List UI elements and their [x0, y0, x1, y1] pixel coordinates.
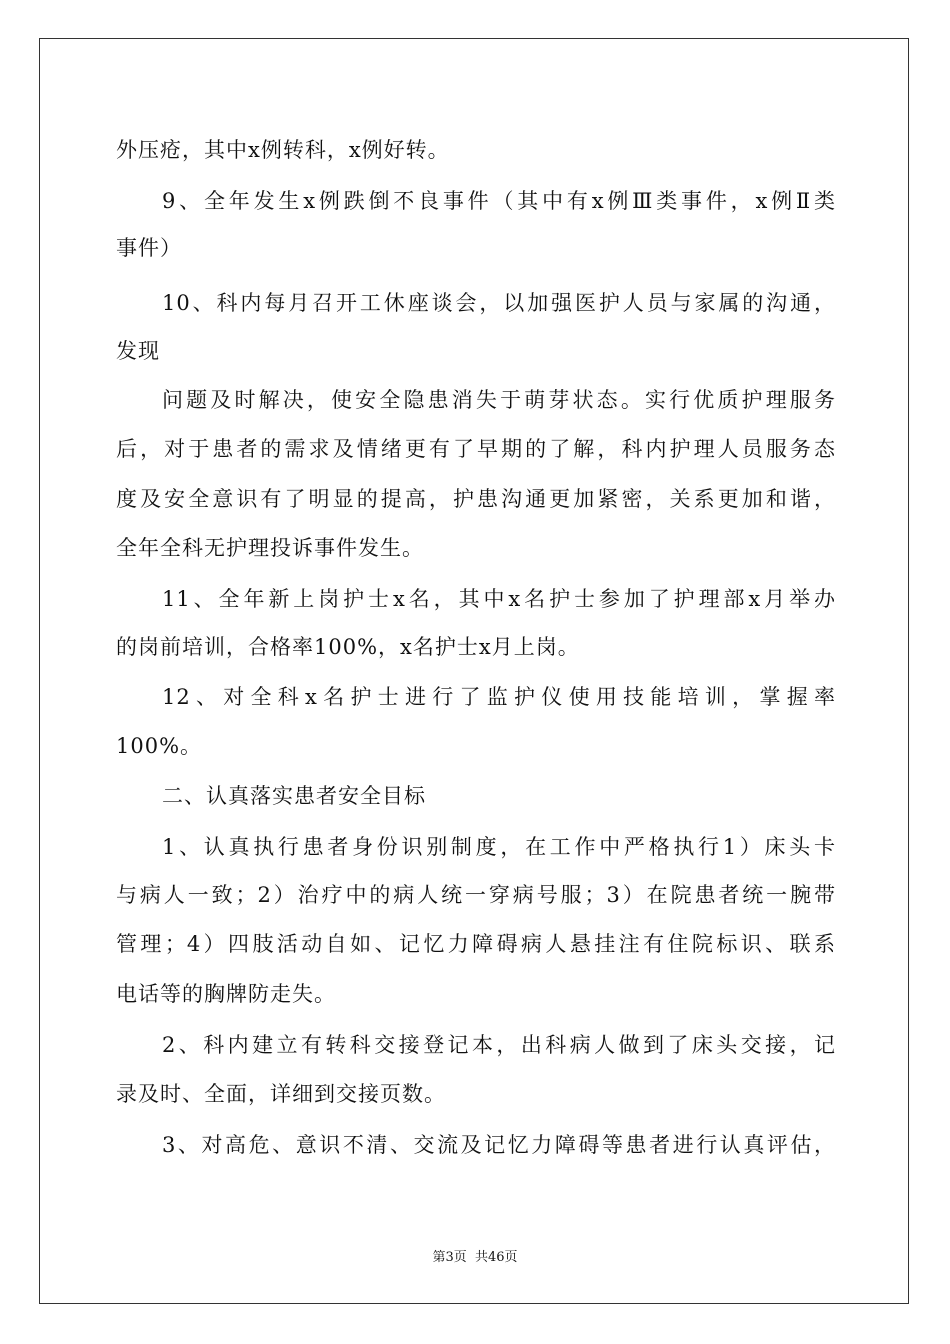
text-line: 录及时、全面，详细到交接页数。: [116, 1082, 446, 1106]
text-line: 外压疮，其中x例转科，x例好转。: [116, 138, 450, 162]
text-line: 管理；4）四肢活动自如、记忆力障碍病人悬挂注有住院标识、联系: [116, 932, 836, 956]
page-number: 第3页: [432, 1250, 467, 1265]
text-line: 问题及时解决，使安全隐患消失于萌芽状态。实行优质护理服务: [162, 388, 836, 412]
text-line: 全年全科无护理投诉事件发生。: [116, 536, 424, 560]
text-line: 9、全年发生x例跌倒不良事件（其中有x例Ⅲ类事件，x例Ⅱ类: [162, 189, 836, 213]
text-line: 1、认真执行患者身份识别制度，在工作中严格执行1）床头卡: [162, 835, 836, 859]
text-line: 3、对高危、意识不清、交流及记忆力障碍等患者进行认真评估，: [162, 1133, 836, 1157]
text-line: 100%。: [116, 734, 203, 758]
text-line: 12、对全科x名护士进行了监护仪使用技能培训，掌握率: [162, 685, 836, 709]
text-line: 2、科内建立有转科交接登记本，出科病人做到了床头交接，记: [162, 1033, 836, 1057]
text-line: 的岗前培训，合格率100%，x名护士x月上岗。: [116, 635, 580, 659]
text-line: 事件）: [116, 236, 182, 260]
text-line: 后，对于患者的需求及情绪更有了早期的了解，科内护理人员服务态: [116, 437, 836, 461]
page-footer: [0, 1250, 950, 1266]
text-line: 电话等的胸牌防走失。: [116, 982, 336, 1006]
text-line: 发现: [116, 339, 160, 363]
page-border: [39, 38, 909, 1304]
text-line: 10、科内每月召开工休座谈会，以加强医护人员与家属的沟通，: [162, 291, 836, 315]
page-total: 共46页: [474, 1250, 518, 1265]
text-line: 与病人一致；2）治疗中的病人统一穿病号服；3）在院患者统一腕带: [116, 883, 836, 907]
section-heading: 二、认真落实患者安全目标: [162, 784, 426, 808]
text-line: 11、全年新上岗护士x名，其中x名护士参加了护理部x月举办: [162, 587, 836, 611]
text-line: 度及安全意识有了明显的提高，护患沟通更加紧密，关系更加和谐，: [116, 487, 836, 511]
